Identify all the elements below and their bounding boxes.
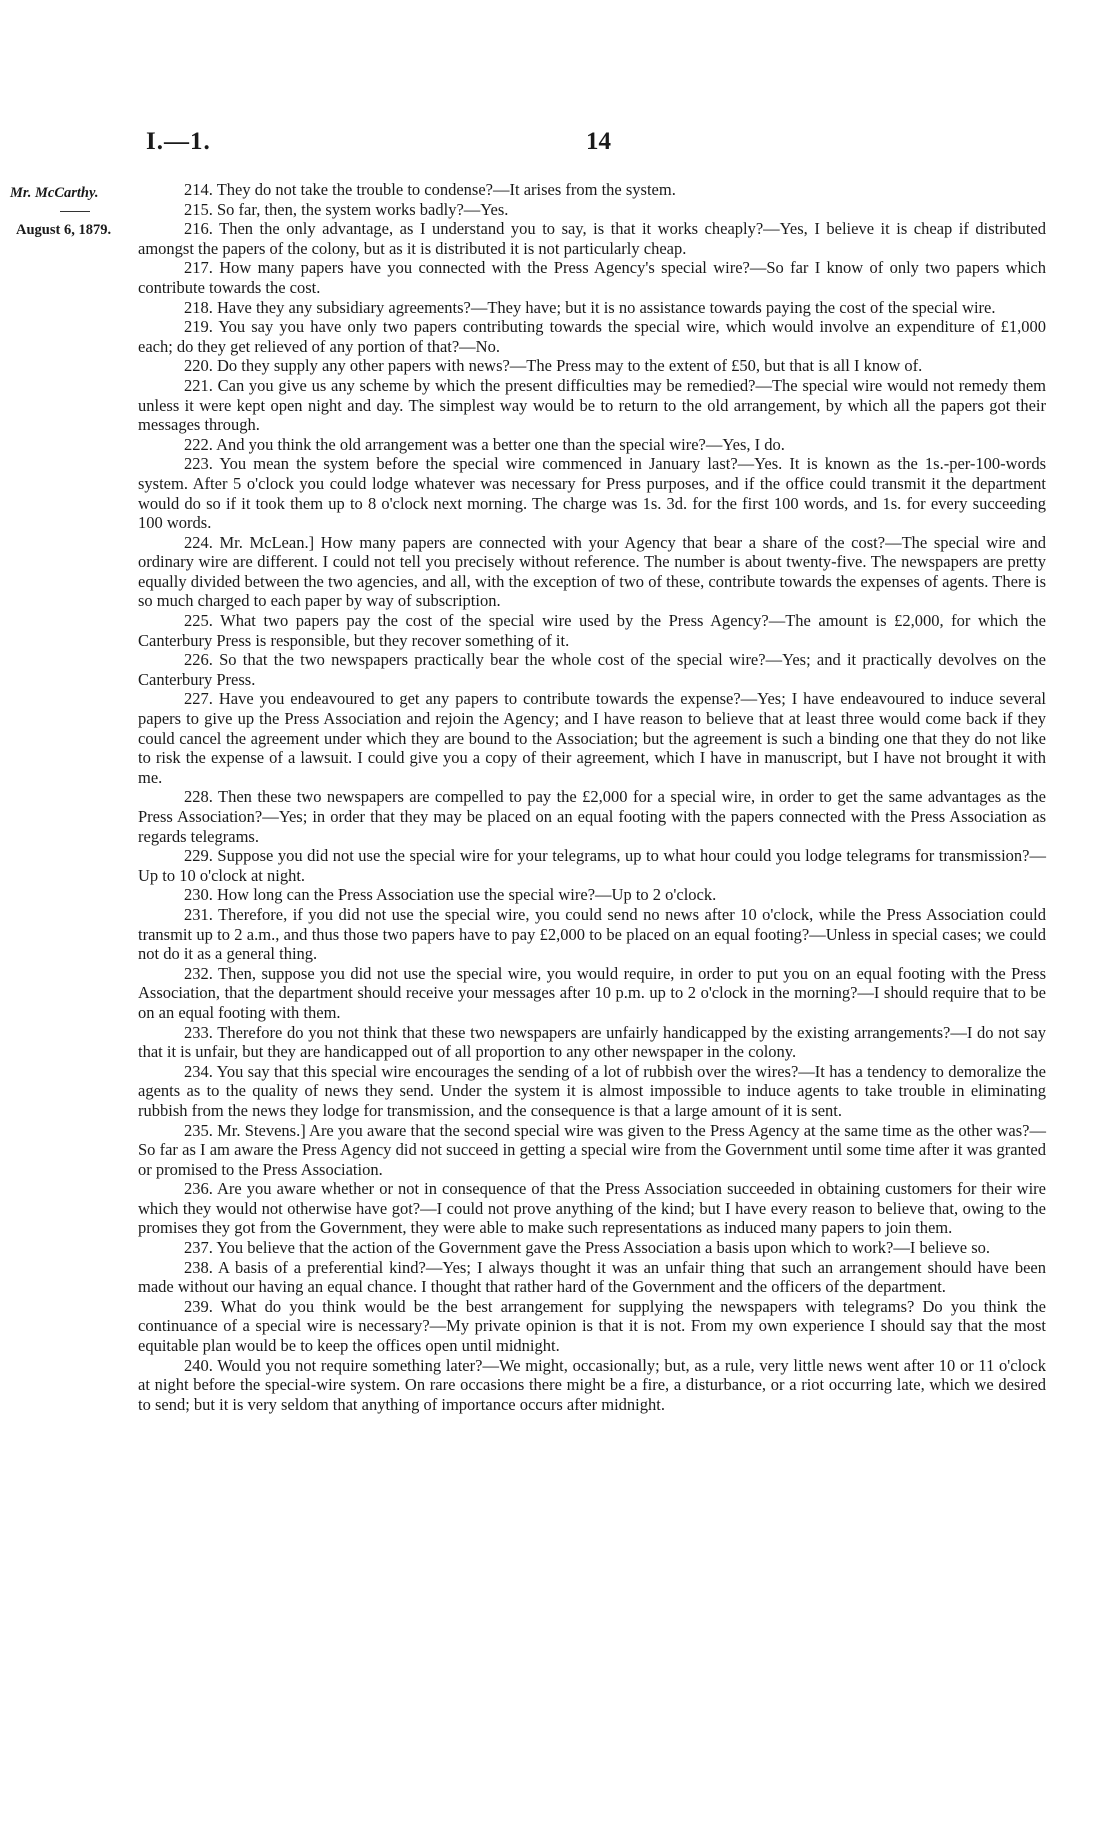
paragraph-219: 219. You say you have only two papers contributing towards the special wire, which would involve an expenditure of £1,000 each; do they get relieved of any portion of that?—No.: [138, 317, 1046, 356]
paragraph-238: 238. A basis of a preferential kind?—Yes; I always thought it was an unfair thing that such an arrangement should have been made without our having an equal chance. I thought that rather hard of the Government and the officers of the department.: [138, 1257, 1046, 1297]
paragraph-226: 226. So that the two newspapers practically bear the whole cost of the special wire?—Yes; and it practically devolves on the Canterbury Press.: [138, 650, 1046, 689]
paragraph-230: 230. How long can the Press Association use the special wire?—Up to 2 o'clock.: [184, 885, 717, 905]
paragraph-223: 223. You mean the system before the special wire commenced in January last?—Yes. It is known as the 1s.-per-100-words system. After 5 o'clock you could lodge whatever was necessary for Press purposes, and if the office could transmit it the department would do so if it took them up to 8 o'clock next morning. The charge was 1s. 3d. for the first 100 words, and 1s. for every succeeding 100 words.: [138, 454, 1046, 533]
paragraph-234: 234. You say that this special wire encourages the sending of a lot of rubbish over the wires?—It has a tendency to demoralize the agents as to the quality of news they send. Under the system it is almost impossible to induce agents to take trouble in eliminating rubbish from the news they lodge for transmission, and the consequence is that a large amount of it is sent.: [138, 1061, 1046, 1120]
paragraph-231: 231. Therefore, if you did not use the special wire, you could send no news after 10 o'clock, while the Press Association could transmit up to 2 a.m., and thus those two papers have to pay £2,000 to be placed on an equal footing?—Unless in special cases; we could not do it as a general thing.: [138, 904, 1046, 964]
paragraph-240: 240. Would you not require something later?—We might, occasionally; but, as a rule, very little news went after 10 or 11 o'clock at night before the special-wire system. On rare occasions there might be a fire, a disturbance, or a riot occurring late, which we desired to send; but it is very seldom that anything of importance occurs after midnight.: [138, 1355, 1046, 1414]
paragraph-237: 237. You believe that the action of the Government gave the Press Association a basis upon which to work?—I believe so.: [184, 1238, 991, 1258]
paragraph-221: 221. Can you give us any scheme by which the present difficulties may be remedied?—The special wire would not remedy them unless it were kept open night and day. The simplest way would be to return to the old arrangement, by which all the papers got their messages through.: [138, 375, 1046, 435]
paragraph-218: 218. Have they any subsidiary agreements?—They have; but it is no assistance towards paying the cost of the special wire.: [184, 297, 996, 317]
paragraph-214: 214. They do not take the trouble to condense?—It arises from the system.: [184, 180, 676, 199]
margin-date: August 6, 1879.: [16, 222, 112, 238]
paragraph-216: 216. Then the only advantage, as I understand you to say, is that it works cheaply?—Yes, I believe it is cheap if distributed amongst the papers of the colony, but as it is distributed it is not particularly cheap.: [138, 219, 1046, 258]
page-header: [146, 128, 1046, 158]
paragraph-232: 232. Then, suppose you did not use the special wire, you would require, in order to put you on an equal footing with the Press Association, that the department should receive your messages after 10 p.m. up to 2 o'clock in the morning?—I should require that to be on an equal footing with them.: [138, 963, 1046, 1022]
paragraph-217: 217. How many papers have you connected with the Press Agency's special wire?—So far I know of only two papers which contribute towards the cost.: [138, 258, 1046, 297]
paragraph-236: 236. Are you aware whether or not in consequence of that the Press Association succeeded in obtaining customers for their wire which they would not otherwise have got?—I could not prove anything of the kind; but I have every reason to believe that, owing to the promises they got from the Government, they were able to make such representations as induced many papers to join them.: [138, 1179, 1046, 1238]
paragraph-233: 233. Therefore do you not think that these two newspapers are unfairly handicapped by the existing arrangements?—I do not say that it is unfair, but they are handicapped out of all proportion to any other newspaper in the colony.: [138, 1022, 1046, 1062]
paragraph-215: 215. So far, then, the system works badly?—Yes.: [184, 199, 509, 219]
paragraph-224: 224. Mr. McLean.] How many papers are connected with your Agency that bear a share of the cost?—The special wire and ordinary wire are different. I could not tell you precisely without reference. The number is about twenty-five. The newspapers are pretty equally divided between the two agencies, and all, with the exception of two of these, contribute towards the expenses of agents. There is so much charged to each paper by way of subscription.: [138, 532, 1046, 611]
paragraph-229: 229. Suppose you did not use the special wire for your telegrams, up to what hour could you lodge telegrams for transmission?—Up to 10 o'clock at night.: [138, 846, 1046, 885]
margin-speaker: Mr. McCarthy.: [10, 185, 99, 201]
margin-divider: [60, 211, 90, 212]
margin-notes: [6, 183, 146, 240]
paragraph-220: 220. Do they supply any other papers with news?—The Press may to the extent of £50, but that is all I know of.: [184, 356, 923, 376]
document-body: [138, 180, 1046, 1414]
paragraph-228: 228. Then these two newspapers are compelled to pay the £2,000 for a special wire, in order to get the same advantages as the Press Association?—Yes; in order that they may be placed on an equal footing with the papers connected with the Press Association as regards telegrams.: [138, 787, 1046, 846]
paragraph-227: 227. Have you endeavoured to get any papers to contribute towards the expense?—Yes; I have endeavoured to induce several papers to give up the Press Association and rejoin the Agency; and I have reason to believe that at least three would come back if they could cancel the agreement under which they are bound to the Association; but the agreement is such a binding one that they do not like to risk the expense of a lawsuit. I could give you a copy of their agreement, which I have in manuscript, but I have not brought it with me.: [138, 689, 1046, 787]
page-number: 14: [586, 128, 611, 155]
paragraph-235: 235. Mr. Stevens.] Are you aware that the second special wire was given to the Press Agency at the same time as the other was?—So far as I am aware the Press Agency did not succeed in getting a special wire from the Government until some time after it was granted or promised to the Press Association.: [138, 1120, 1046, 1179]
paragraph-239: 239. What do you think would be the best arrangement for supplying the newspapers with telegrams? Do you think the continuance of a special wire is necessary?—My private opinion is that it is not. From my own experience I should say that the most equitable plan would be to keep the offices open until midnight.: [138, 1296, 1046, 1356]
document-reference: I.—1.: [146, 128, 211, 155]
paragraph-222: 222. And you think the old arrangement was a better one than the special wire?—Yes, I do.: [184, 434, 785, 454]
paragraph-225: 225. What two papers pay the cost of the special wire used by the Press Agency?—The amount is £2,000, for which the Canterbury Press is responsible, but they recover something of it.: [138, 611, 1046, 650]
